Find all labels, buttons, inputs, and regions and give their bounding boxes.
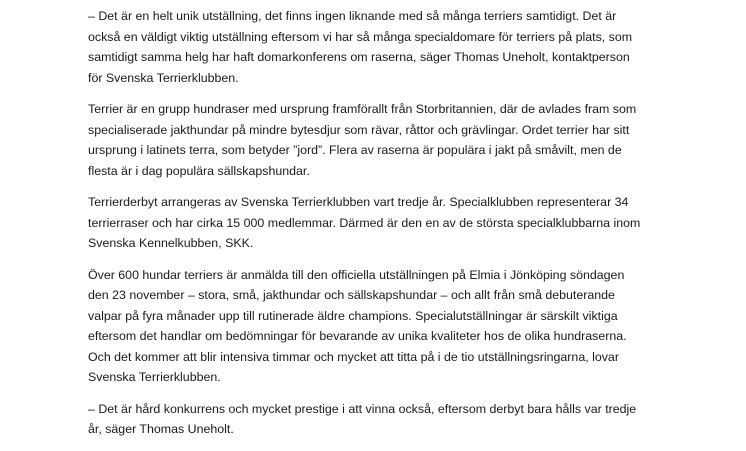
paragraph-elmia-show bbox=[88, 265, 740, 388]
paragraph-terrier-origin bbox=[88, 99, 740, 181]
text-line: specialiserade jakthundar på mindre bytesdjur som rävar, råttor och grävlingar. Ordet terrier har sitt bbox=[88, 122, 630, 137]
paragraph-quote-competition bbox=[88, 399, 740, 440]
text-line: samtidigt samma helg har haft domarkonferens om raserna, säger Thomas Uneholt, kontaktperson bbox=[88, 50, 630, 64]
document-body bbox=[88, 6, 740, 451]
text-line: för Svenska Terrierklubben. bbox=[88, 70, 239, 85]
paragraph-quote-unique-show bbox=[88, 6, 740, 88]
text-line: den 23 november – stora, små, jakthundar och sällskapshundar – och allt från små debuterande bbox=[88, 288, 615, 302]
paragraph-terrier-derby bbox=[88, 192, 740, 254]
text-line: år, säger Thomas Uneholt. bbox=[88, 422, 234, 436]
text-line: Över 600 hundar terriers är anmälda till den officiella utställningen på Elmia i Jönköping söndagen bbox=[88, 267, 625, 282]
text-line: också en väldigt viktig utställning eftersom vi har så många specialdomare för terriers på plats, som bbox=[88, 29, 633, 44]
text-line: Terrier är en grupp hundraser med ursprung framförallt från Storbritannien, där de avlades fram som bbox=[88, 102, 637, 116]
text-line: valpar på fyra månader upp till rutinerade äldre champions. Specialutställningar är särskilt viktiga bbox=[88, 308, 618, 323]
text-line: – Det är en helt unik utställning, det finns ingen liknande med så många terriers samtidigt. Det är bbox=[88, 9, 617, 23]
text-line: ursprung i latinets terra, som betyder ”jord”. Flera av raserna är populära i jakt på småvilt, men de bbox=[88, 143, 622, 157]
text-line: Svenska Kennelkubben, SKK. bbox=[88, 236, 254, 250]
text-line: – Det är hård konkurrens och mycket prestige i att vinna också, eftersom derbyt bara hålls var tredje bbox=[88, 401, 637, 416]
text-line: terrierraser och har cirka 15 000 medlemmar. Därmed är den en av de största specialklubbarna inom bbox=[88, 215, 641, 230]
text-line: Terrierderbyt arrangeras av Svenska Terrierklubben vart tredje år. Specialklubben representerar 34 bbox=[88, 195, 629, 209]
text-line: flesta är i dag populära sällskapshundar. bbox=[88, 163, 310, 178]
text-line: eftersom det handlar om bedömningar för bevarande av unika kvaliteter hos de olika hundraserna. bbox=[88, 329, 627, 343]
text-line: Svenska Terrierklubben. bbox=[88, 370, 221, 384]
text-line: Och det kommer att blir intensiva timmar och mycket att titta på i de tio utställningsringarna, lovar bbox=[88, 349, 619, 364]
